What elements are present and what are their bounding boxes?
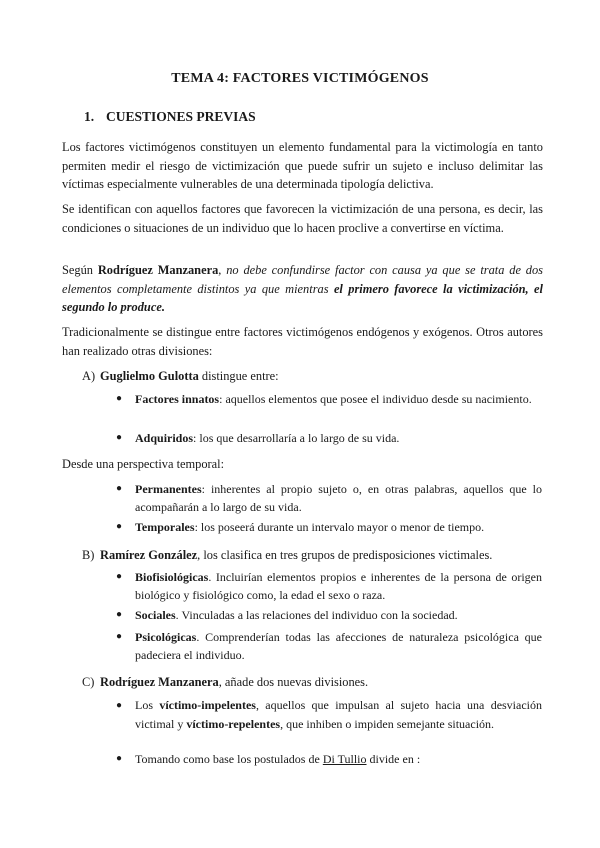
paragraph-3 <box>62 261 543 317</box>
bullet-icon: ● <box>116 700 123 711</box>
list-item <box>116 518 542 536</box>
section-label: CUESTIONES PREVIAS <box>106 109 256 124</box>
item-text: . Comprenderían todas las afecciones de naturaleza psicológica que padeciera el individuo. <box>135 630 542 663</box>
list-item <box>116 696 542 734</box>
item-text: : inherentes al propio sujeto o, en otras palabras, aquellos que lo acompañarán a lo largo de su vida. <box>135 482 542 515</box>
list-item <box>116 750 542 768</box>
item-term: Temporales <box>135 520 195 534</box>
section-heading <box>84 109 256 125</box>
item-text: Tomando como base los postulados de <box>135 752 323 766</box>
group-c-author: Rodríguez Manzanera <box>100 675 219 689</box>
item-term: Psicológicas <box>135 630 197 644</box>
item-term: Adquiridos <box>135 431 194 445</box>
group-b-author: Ramírez González <box>100 548 198 562</box>
paragraph-4: Tradicionalmente se distingue entre factores victimógenos endógenos y exógenos. Otros autores han realizado otras divisiones: <box>62 325 543 358</box>
p3-italic-quote: no debe confundirse factor con causa ya que se trata de dos elementos completamente distintos ya que mientras <box>62 263 543 296</box>
item-text: , aquellos que impulsan al sujeto hacia una desviación victimal y <box>135 698 543 731</box>
item-text: Los <box>135 698 160 712</box>
group-a-letter: A) <box>82 369 96 383</box>
p3-text-c: , <box>218 263 227 277</box>
bullet-icon: ● <box>116 483 123 494</box>
item-text: , que inhiben o impiden semejante situación. <box>280 717 495 731</box>
bullet-icon: ● <box>116 432 123 443</box>
page-title: TEMA 4: FACTORES VICTIMÓGENOS <box>171 71 429 86</box>
item-term: víctimo-impelentes <box>159 698 256 712</box>
bullet-icon: ● <box>116 609 123 620</box>
bullet-icon: ● <box>116 521 123 532</box>
p3-bold-italic-quote: el primero favorece la victimización, el segundo lo produce. <box>62 281 543 315</box>
bullet-icon: ● <box>116 753 123 764</box>
group-a-heading <box>82 367 279 385</box>
bullet-icon: ● <box>116 393 123 404</box>
item-text: : los poseerá durante un intervalo mayor o menor de tiempo. <box>194 520 485 534</box>
item-term: Sociales <box>135 608 176 622</box>
item-text: : los que desarrollaría a lo largo de su vida. <box>193 431 400 445</box>
group-b-letter: B) <box>82 548 95 562</box>
item-term: Biofisiológicas <box>135 570 209 584</box>
paragraph-1: Los factores victimógenos constituyen un elemento fundamental para la victimología en tanto permiten medir el riesgo de victimización que puede sufrir un sujeto e incluso delimitar las víctimas especialmente vulnerables de una determinada tipología delictiva. <box>62 140 543 192</box>
item-term: víctimo-repelentes <box>186 717 281 731</box>
bullet-icon: ● <box>116 571 123 582</box>
list-item <box>116 628 542 665</box>
item-text: : aquellos elementos que posee el individuo desde su nacimiento. <box>219 392 532 406</box>
list-item <box>116 606 542 624</box>
group-a-rest: distingue entre: <box>198 369 279 383</box>
item-term: Factores innatos <box>135 392 220 406</box>
item-term: Permanentes <box>135 482 202 496</box>
list-item <box>116 480 542 517</box>
p3-text-a: Según <box>62 263 98 277</box>
group-b-rest: , los clasifica en tres grupos de predisposiciones victimales. <box>197 548 493 562</box>
item-text: divide en : <box>366 752 421 766</box>
group-b-heading <box>82 546 492 564</box>
group-a-author: Guglielmo Gulotta <box>100 369 199 383</box>
group-c-heading <box>82 673 368 691</box>
item-text: . Incluirían elementos propios e inherentes de la persona de origen biológico y fisiológico como, la edad el sexo o raza. <box>135 570 542 603</box>
bullet-icon: ● <box>116 631 123 642</box>
p3-author: Rodríguez Manzanera <box>97 263 219 277</box>
item-text: . Vinculadas a las relaciones del individuo con la sociedad. <box>175 608 458 622</box>
temporal-intro: Desde una perspectiva temporal: <box>62 457 225 471</box>
paragraph-2: Se identifican con aquellos factores que favorecen la victimización de una persona, es decir, las condiciones o situaciones de un individuo que lo hacen proclive a convertirse en víctima. <box>62 202 543 235</box>
group-c-letter: C) <box>82 675 95 689</box>
di-tullio-link[interactable]: Di Tullio <box>322 752 367 766</box>
list-item <box>116 568 542 605</box>
group-c-rest: , añade dos nuevas divisiones. <box>218 675 369 689</box>
list-item <box>116 390 542 408</box>
list-item <box>116 429 542 447</box>
section-number: 1. <box>84 109 95 124</box>
